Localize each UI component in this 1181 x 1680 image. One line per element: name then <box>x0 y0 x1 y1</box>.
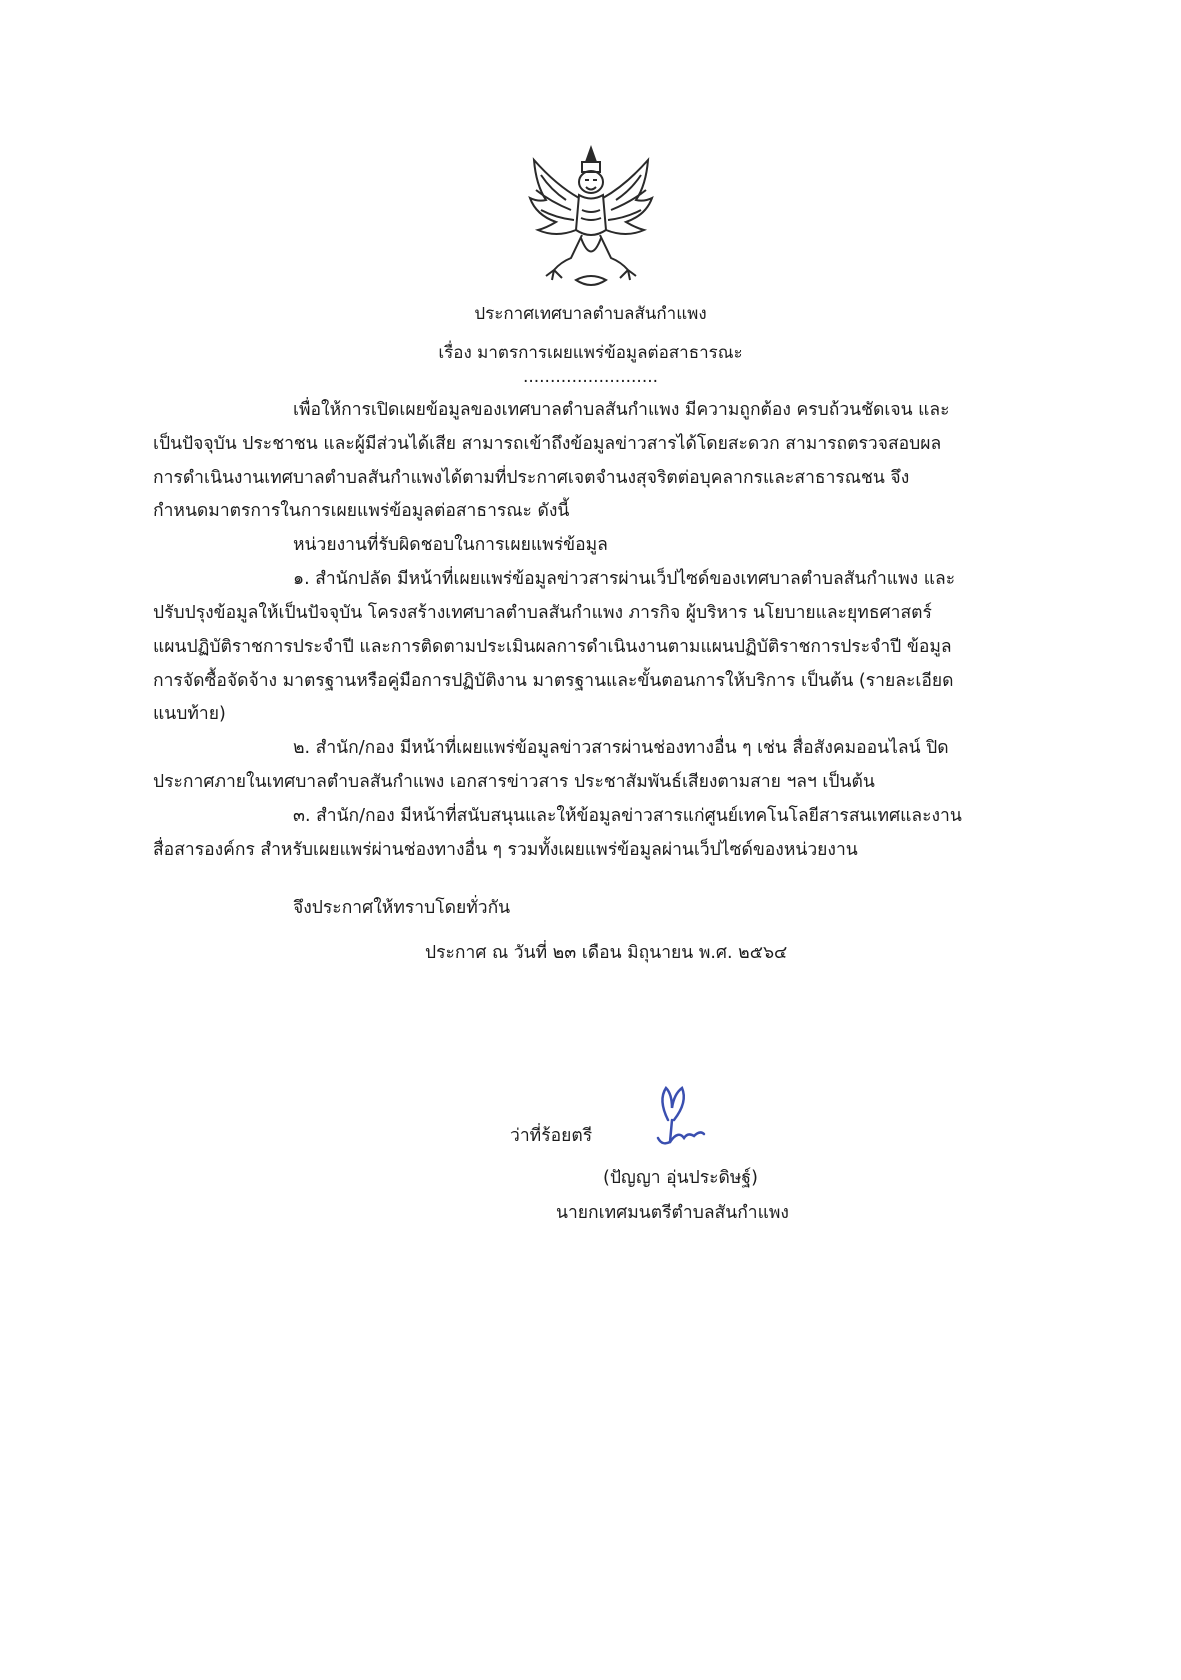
section-heading: หน่วยงานที่รับผิดชอบในการเผยแพร่ข้อมูล <box>293 535 608 555</box>
intro-line-1: เพื่อให้การเปิดเผยข้อมูลของเทศบาลตำบลสันกำแพง มีความถูกต้อง ครบถ้วนชัดเจน และ <box>293 400 950 420</box>
item1-line-3: แผนปฏิบัติราชการประจำปี และการติดตามประเมินผลการดำเนินงานตามแผนปฏิบัติราชการประจำปี ข้อมูล <box>153 637 952 657</box>
item2-line-1: ๒. สำนัก/กอง มีหน้าที่เผยแพร่ข้อมูลข่าวสารผ่านช่องทางอื่น ๆ เช่น สื่อสังคมออนไลน์ ปิด <box>293 738 949 758</box>
garuda-emblem-icon <box>516 140 666 300</box>
item1-line-5: แนบท้าย) <box>153 704 226 724</box>
intro-line-4: กำหนดมาตรการในการเผยแพร่ข้อมูลต่อสาธารณะ ดังนี้ <box>153 501 570 521</box>
date-line: ประกาศ ณ วันที่ ๒๓ เดือน มิถุนายน พ.ศ. ๒๕๖๔ <box>425 943 788 963</box>
item3-line-1: ๓. สำนัก/กอง มีหน้าที่สนับสนุนและให้ข้อมูลข่าวสารแก่ศูนย์เทคโนโลยีสารสนเทศและงาน <box>293 806 962 826</box>
item2-line-2: ประกาศภายในเทศบาลตำบลสันกำแพง เอกสารข่าวสาร ประชาสัมพันธ์เสียงตามสาย ฯลฯ เป็นต้น <box>153 772 875 792</box>
closing-text: จึงประกาศให้ทราบโดยทั่วกัน <box>293 898 511 918</box>
item1-line-4: การจัดซื้อจัดจ้าง มาตรฐานหรือคู่มือการปฏิบัติงาน มาตรฐานและขั้นตอนการให้บริการ เป็นต้น (รายละเอียด <box>153 671 954 691</box>
signer-position: นายกเทศมนตรีตำบลสันกำแพง <box>556 1203 789 1223</box>
item1-line-2: ปรับปรุงข้อมูลให้เป็นปัจจุบัน โครงสร้างเทศบาลตำบลสันกำแพง ภารกิจ ผู้บริหาร นโยบายและยุทธศาสตร์ <box>153 603 932 623</box>
announcement-subject: เรื่อง มาตรการเผยแพร่ข้อมูลต่อสาธารณะ <box>438 343 743 363</box>
separator-dots: ......................... <box>522 367 659 387</box>
item3-line-2: สื่อสารองค์กร สำหรับเผยแพร่ผ่านช่องทางอื่น ๆ รวมทั้งเผยแพร่ข้อมูลผ่านเว็ปไซด์ของหน่วยงาน <box>153 840 858 860</box>
item1-line-1: ๑. สำนักปลัด มีหน้าที่เผยแพร่ข้อมูลข่าวสารผ่านเว็ปไซด์ของเทศบาลตำบลสันกำแพง และ <box>293 569 956 589</box>
announcement-org-title: ประกาศเทศบาลตำบลสันกำแพง <box>474 304 707 324</box>
intro-line-2: เป็นปัจจุบัน ประชาชน และผู้มีส่วนได้เสีย สามารถเข้าถึงข้อมูลข่าวสารได้โดยสะดวก สามารถตรวจสอบผล <box>153 434 942 454</box>
signer-name: (ปัญญา อุ่นประดิษฐ์) <box>603 1168 758 1188</box>
intro-line-3: การดำเนินงานเทศบาลตำบลสันกำแพงได้ตามที่ประกาศเจตจำนงสุจริตต่อบุคลากรและสาธารณชน จึง <box>153 468 910 488</box>
handwritten-signature-icon <box>640 1080 720 1160</box>
signer-rank: ว่าที่ร้อยตรี <box>510 1126 593 1146</box>
